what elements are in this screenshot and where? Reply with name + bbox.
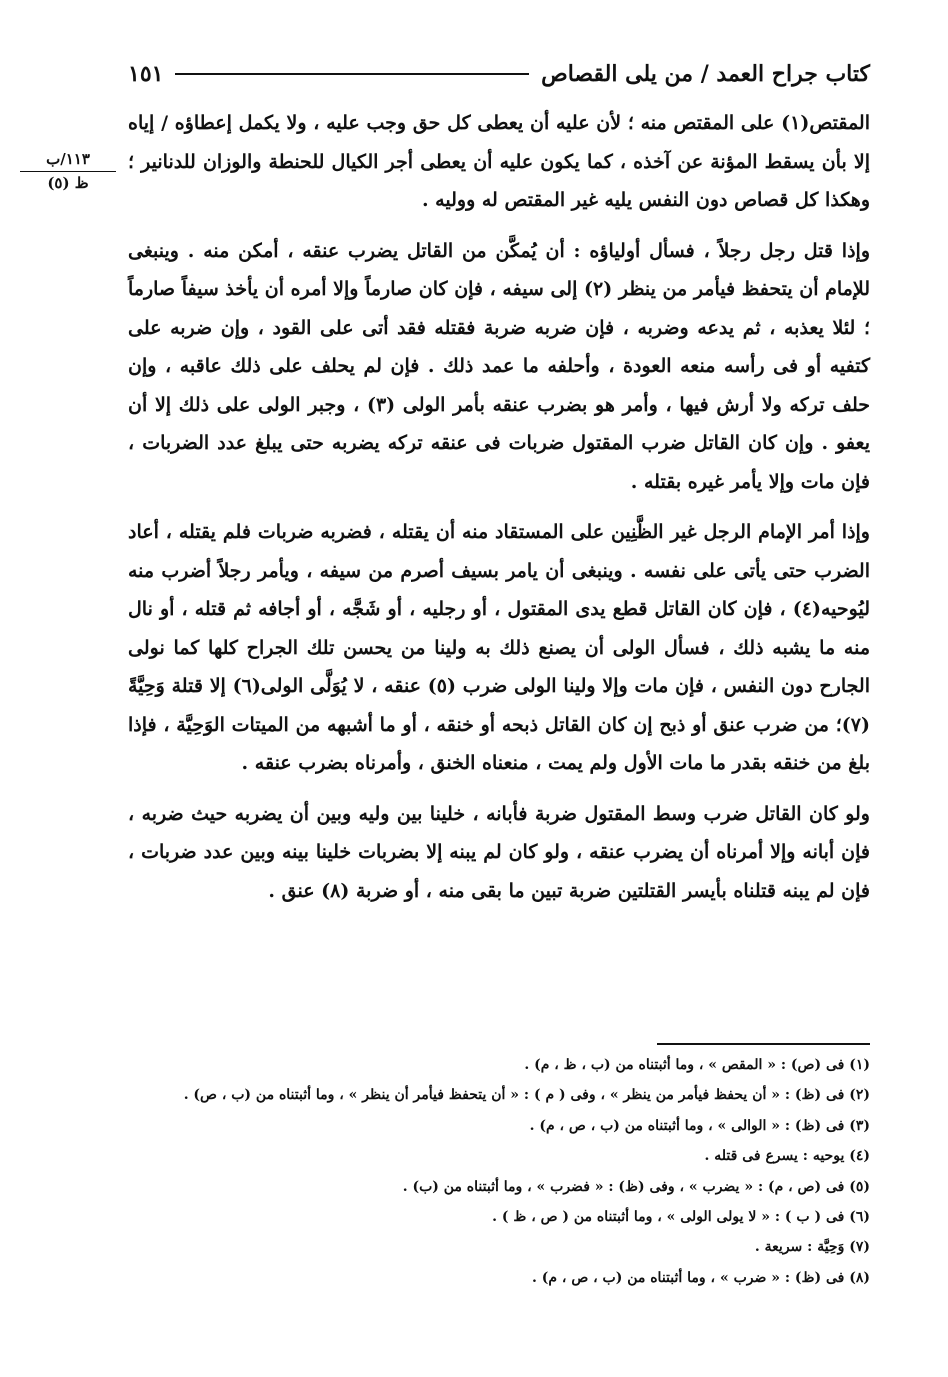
folio-reference: ١١٣/ب [20, 148, 116, 172]
footnote-6: (٦) فى ( ب ) : « لا يولى الولى » ، وما أثبتناه من ( ص ، ظ ) . [492, 1209, 870, 1226]
paragraph-4: ولو كان القاتل ضرب وسط المقتول ضربة فأبانه ، خلينا بين وليه وبين أن يضربه حيث ضربه ، فإن أبانه وإلا أمرناه أن يضرب عنقه ، ولو كان لم يبنه إلا بضربات خلينا بينه وبين عدد ضربات ، فإن لم يبنه قتلناه بأيسر القتلتين ضربة تبين ما بقى منه ، أو ضربة (٨) عنق . [128, 802, 870, 902]
running-header [128, 52, 870, 96]
paragraph-2: وإذا قتل رجل رجلاً ، فسأل أولياؤه : أن يُمكَّن من القاتل يضرب عنقه ، أمكن منه . وينبغى للإمام أن يتحفظ فيأمر من ينظر (٢) إلى سيفه ، فإن كان صارماً وإلا أمره أن يأخذ سيفاً صارماً ؛ لئلا يعذبه ، ثم يدعه وضربه ، فإن ضربه ضربة فقتله فقد أتى على القود ، وإن ضربه على كتفيه أو فى رأسه منعه العودة ، وأحلفه ما عمد ذلك . فإن لم يحلف على ذلك عاقبه ، وإن حلف تركه ولا أرش فيها ، وأمر هو بضرب عنقه بأمر الولى (٣) ، وجبر الولى على ذلك إلا أن يعفو . وإن كان القاتل ضرب المقتول ضربات فى عنقه تركه يضربه حتى يبلغ عدد الضربات ، فإن مات وإلا يأمر غيره بقتله . [128, 239, 870, 493]
main-text [128, 104, 870, 910]
footnote-5: (٥) فى (ص ، م) : « يضرب » ، وفى (ظ) : « فضرب » ، وما أثبتناه من (ب) . [402, 1178, 870, 1195]
paragraph-1: المقتص(١) على المقتص منه ؛ لأن عليه أن يعطى كل حق وجب عليه ، ولا يكمل إعطاؤه / إياه إلا بأن يسقط المؤنة عن آخذه ، كما يكون عليه أن يعطى أجر الكيال للحنطة والوزان للدنانير ؛ وهكذا كل قصاص دون النفس يليه غير المقتص له ووليه . [128, 112, 870, 211]
footnote-7: (٧) وَحِيَّة : سريعة . [754, 1239, 870, 1256]
footnote-1: (١) فى (ص) : « المقص » ، وما أثبتناه من (ب ، ظ ، م) . [524, 1057, 870, 1073]
footnote-3: (٣) فى (ظ) : « الوالى » ، وما أثبتناه من (ب ، ص ، م) . [529, 1117, 870, 1134]
footnote-4: (٤) يوحيه : يسرع فى قتله . [704, 1148, 870, 1165]
paragraph-3: وإذا أمر الإمام الرجل غير الظَّنِين على المستقاد منه أن يقتله ، فضربه ضربات فلم يقتله ، أعاد الضرب حتى يأتى على نفسه . وينبغى أن يامر بسيف أصرم من سيفه ، ويأمر رجلاً أضرب منه ليُوحيه(٤) ، فإن كان القاتل قطع يدى المقتول ، أو رجليه ، أو شَجَّه ، أو أجافه ثم قتله ، أو نال منه ما يشبه ذلك ، فسأل الولى أن يصنع ذلك به ولينا من يحسن تلك الجراح كلها كما نولى الجارح دون النفس ، فإن مات وإلا ولينا الولى ضرب (٥) عنقه ، لا يُوَلَّى الولى(٦) إلا قتلة وَحِيَّةً (٧)؛ من ضرب عنق أو ذبح إن كان القاتل ذبحه أو خنقه ، أو ما أشبهه من الميتات الوَحِيَّة ، فإذا بلغ من خنقه بقدر ما مات الأول ولم يمت ، منعناه الخنق ، وأمرناه بضرب عنقه . [128, 521, 870, 774]
page-number: ١٥١ [128, 61, 164, 87]
manuscript-siglum: ظ (٥) [47, 174, 89, 192]
footnotes [128, 1050, 870, 1293]
footnote-2: (٢) فى (ظ) : « أن يحفظ فيأمر من ينظر » ، وفى ( م ) : « أن يتحفظ فيأمر أن ينظر » ، وما أثبتناه من (ب ، ص) . [183, 1087, 870, 1104]
running-title: كتاب جراح العمد / من يلى القصاص [541, 61, 870, 87]
footnote-8: (٨) فى (ظ) : « ضرب » ، وما أثبتناه من (ب ، ص ، م) . [532, 1269, 870, 1286]
footnote-rule [657, 1043, 870, 1045]
manuscript-margin-note [20, 148, 116, 194]
header-rule [175, 73, 529, 75]
